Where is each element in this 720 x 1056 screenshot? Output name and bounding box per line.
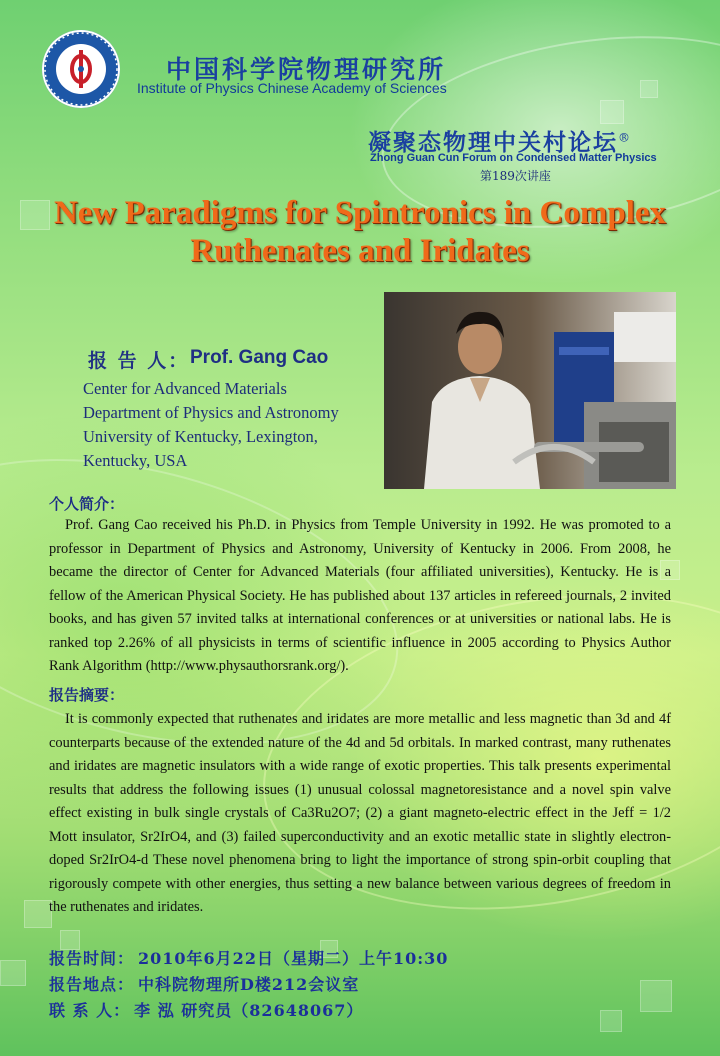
institute-logo-icon (42, 30, 120, 108)
speaker-photo (384, 292, 676, 489)
speaker-affiliation-line: University of Kentucky, Lexington, (83, 427, 318, 446)
event-place-label: 报告地点： (49, 975, 135, 994)
event-place-value: 中科院物理所D楼212会议室 (138, 975, 360, 994)
bio-text: Prof. Gang Cao received his Ph.D. in Physics from Temple University in 1992. He was promoted to a professor in Department of Physics and Astronomy, University of Kentucky in 2006. From 2008, he became the director of Center for Advanced Materials (four affiliated universities), Kentucky. He is a fellow of the American Physical Society. He has published about 137 articles in refereed journals, 2 invited books, and has given 57 invited talks at international conferences or at universities or national labs. He is ranked top 2.26% of all physicists in terms of scientific influence in 2005 according to Physics Author Rank Algorithm (http://www.physauthorsrank.org/). (49, 517, 671, 674)
forum-name-cn-text: 凝聚态物理中关村论坛 (368, 129, 618, 156)
speaker-affiliation-line: Kentucky, USA (83, 451, 188, 470)
speaker-photo-illustration (384, 292, 676, 489)
institute-name-cn: 中国科学院物理研究所 (166, 55, 447, 84)
event-time (49, 946, 448, 969)
event-time-label: 报告时间： (49, 949, 135, 968)
speaker-affiliation-line: Department of Physics and Astronomy (83, 403, 339, 422)
bio-paragraph (49, 514, 671, 679)
institute-name-en: Institute of Physics Chinese Academy of Sciences (137, 80, 447, 96)
event-contact-value: 李 泓 研究员（82648067） (134, 1001, 364, 1020)
event-contact-label: 联 系 人： (49, 1001, 131, 1020)
session-number: 第189次讲座 (480, 169, 551, 183)
abstract-paragraph (49, 708, 671, 920)
registered-mark: ® (618, 130, 632, 145)
talk-title (0, 194, 720, 270)
speaker-affiliation-line: Center for Advanced Materials (83, 379, 287, 398)
event-contact (49, 998, 363, 1021)
talk-title-line-1: New Paradigms for Spintronics in Complex (53, 195, 667, 231)
abstract-heading: 报告摘要： (49, 686, 125, 704)
speaker-label: 报 告 人： (88, 350, 190, 372)
talk-title-line-2: Ruthenates and Iridates (190, 233, 530, 269)
bio-heading: 个人简介： (49, 495, 125, 513)
logo-emblem-icon (56, 44, 106, 94)
event-place (49, 972, 359, 995)
abstract-text: It is commonly expected that ruthenates and iridates are more metallic and less magnetic than 3d and 4f counterparts because of the extended nature of the 4d and 5d orbitals. In marked contrast, many ruthenates and iridates are magnetic insulators with a wide range of exotic properties. This talk presents experimental results that address the following issues (1) unusual colossal magnetoresistance and a novel spin valve effect existing in bulk single crystals of Ca3Ru2O7; (2) a giant magneto-electric effect in the Jeff = 1/2 Mott insulator, Sr2IrO4, and (3) failed superconductivity and an exotic metallic state in slightly electron-doped Sr2IrO4-d These novel phenomena bring to light the importance of strong spin-orbit coupling that rigorously compete with other energies, thus setting a new balance between various degrees of freedom in the ruthenates and iridates. (49, 711, 671, 915)
speaker-name: Prof. Gang Cao (190, 347, 329, 368)
forum-name-en: Zhong Guan Cun Forum on Condensed Matter Physics (370, 152, 657, 164)
event-time-value: 2010年6月22日（星期二）上午10:30 (138, 949, 449, 968)
